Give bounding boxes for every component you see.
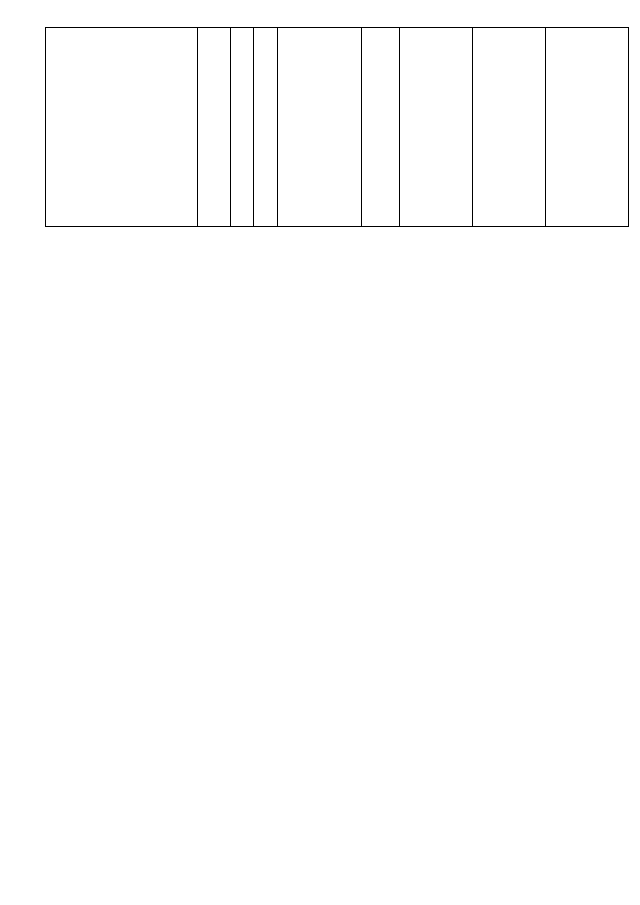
header-podrazdel [254, 28, 278, 227]
budget-table [45, 27, 629, 227]
header-grbs [198, 28, 231, 227]
header-razdel [231, 28, 254, 227]
header-row [46, 28, 629, 227]
header-target [278, 28, 362, 227]
header-approved [400, 28, 473, 227]
header-revised [473, 28, 546, 227]
header-group [362, 28, 400, 227]
header-name [46, 28, 198, 227]
header-executed [546, 28, 629, 227]
